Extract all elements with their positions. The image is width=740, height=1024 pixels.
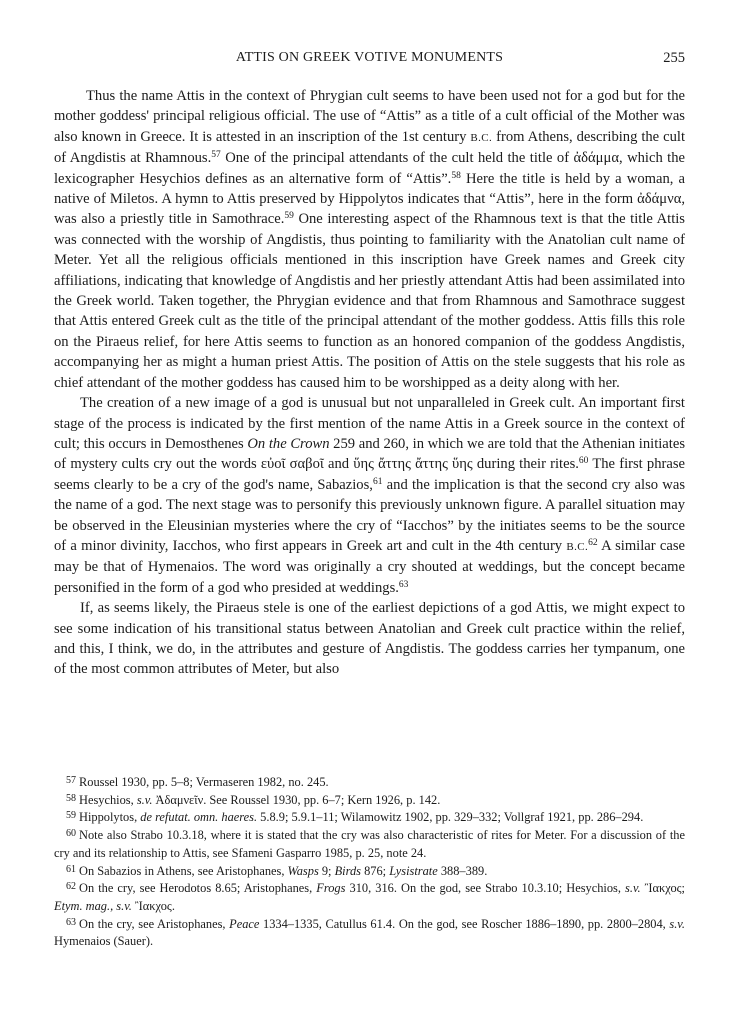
footnote-59: $^{59}$ Hippolytos, de refutat. omn. haeres. 5.8.9; 5.9.1–11; Wilamowitz 1902, pp. 329–332; Vollgraf 1921, pp. 286–294. (66, 810, 644, 825)
footnote-63: $^{63}$ On the cry, see Aristophanes, Peace 1334–1335, Catullus 61.4. On the god, see Roscher 1886–1890, pp. 2800–2804, s.v. Hymenaios (Sauer). (54, 916, 685, 949)
paragraph-3: If, as seems likely, the Piraeus stele is one of the earliest depictions of a god Attis, we might expect to see some indication of his transitional status between Anatolian and Greek cult practice within the relief, and this, I think, we do, in the attributes and gesture of Angdistis. The goddess carries her tympanum, one of the most common attributes of Meter, but also (54, 600, 685, 678)
page-number: 255 (663, 50, 685, 66)
running-head (54, 50, 685, 72)
footnote-60: $^{60}$ Note also Strabo 10.3.18, where it is stated that the cry was also characteristic of rites for Meter. For a discussion of the cry and its relationship to Attis, see Sfameni Gasparro 1985, p. 25, note 24. (54, 828, 685, 860)
paragraph-2: The creation of a new image of a god is unusual but not unparalleled in Greek cult. An important first stage of the process is indicated by the first mention of the name Attis in a Greek source in the context of cult; this occurs in Demosthenes On the Crown 259 and 260, in which we are told that the Athenian initiates of mystery cults cry out the words εὐοῖ σαβοῖ and ὕης ἄττης ἄττης ὕης during their rites.$^{60}$ The first phrase seems clearly to be a cry of the god's name, Sabazios,$^{61}$ and the implication is that the second cry also was the name of a god. The next stage was to personify this previously unknown figure. A parallel situation may be observed in the Eleusinian mysteries where the cry of “Iacchos” by the initiates seems to be the source of a minor divinity, Iacchos, who first appears in Greek art and cult in the 4th century B.C.$^{62}$ A similar case may be that of Hymenaios. The word was originally a cry shouted at weddings, but the concept became personified in the form of a god who presided at weddings.$^{63}$ (54, 395, 686, 596)
work-title: On the Crown (247, 435, 330, 452)
era-abbrev: B.C. (470, 131, 493, 144)
footnote-57: $^{57}$ Roussel 1930, pp. 5–8; Vermaseren 1982, no. 245. (66, 775, 329, 789)
footnote-ref-58: 58 (451, 170, 461, 181)
body-text (54, 86, 685, 680)
footnote-ref-60: 60 (578, 456, 589, 467)
footnote-ref-63: 63 (398, 579, 409, 590)
paragraph-1: Thus the name Attis in the context of Phrygian cult seems to have been used not for a god but for the mother goddess' principal religious official. The use of “Attis” as a title of a cult official of the Mother was also known in Greece. It is attested in an inscription of the 1st century B.C. from Athens, describing the cult of Angdistis at Rhamnous.$^{57}$ One of the principal attendants of the cult held the title of ἀδάμμα, which the lexicographer Hesychios defines as an alternative form of “Attis”.$^{58}$ Here the title is held by a woman, a native of Miletos. A hymn to Attis preserved by Hippolytos indicates that “Attis”, here in the form ἀδάμνα, was also a priestly title in Samothrace.$^{59}$ One interesting aspect of the Rhamnous text is that the title Attis was connected with the worship of Angdistis, thus pointing to familiarity with the Anatolian cult name of Meter. Yet all the religious officials mentioned in this inscription have Greek names and Greek city affiliations, indicating that knowledge of Angdistis and her priestly attendant Attis had been assimilated into the Greek world. Taken together, the Phrygian evidence and that from Rhamnous and Samothrace suggest that Attis entered Greek cult as the title of the principal attendant of the mother goddess. Attis fills this role on the Piraeus relief, for here Attis seems to function as an honored companion of the goddess Angdistis, accompanying her as might a human priest Attis. The position of Attis on the stele suggests that his role as chief attendant of the mother goddess has caused him to be worshipped as a deity along with her. (54, 88, 686, 391)
footnote-ref-61: 61 (372, 476, 383, 487)
footnote-58: $^{58}$ Hesychios, s.v. Ἀδαμνεῖν. See Roussel 1930, pp. 6–7; Kern 1926, p. 142. (66, 792, 441, 807)
footnote-ref-57: 57 (211, 150, 221, 161)
running-title: ATTIS ON GREEK VOTIVE MONUMENTS (235, 50, 504, 65)
footnotes (54, 774, 685, 951)
footnote-ref-62: 62 (588, 537, 598, 548)
footnote-62: $^{62}$ On the cry, see Herodotos 8.65; Aristophanes, Frogs 310, 316. On the god, see Strabo 10.3.10; Hesychios, s.v. Ἲακχος; Etym. mag., s.v. Ἲακχος. (54, 881, 686, 913)
era-abbrev: B.C. (566, 540, 589, 553)
footnote-ref-59: 59 (284, 211, 294, 222)
footnote-61: $^{61}$ On Sabazios in Athens, see Aristophanes, Wasps 9; Birds 876; Lysistrate 388–389. (66, 863, 488, 878)
